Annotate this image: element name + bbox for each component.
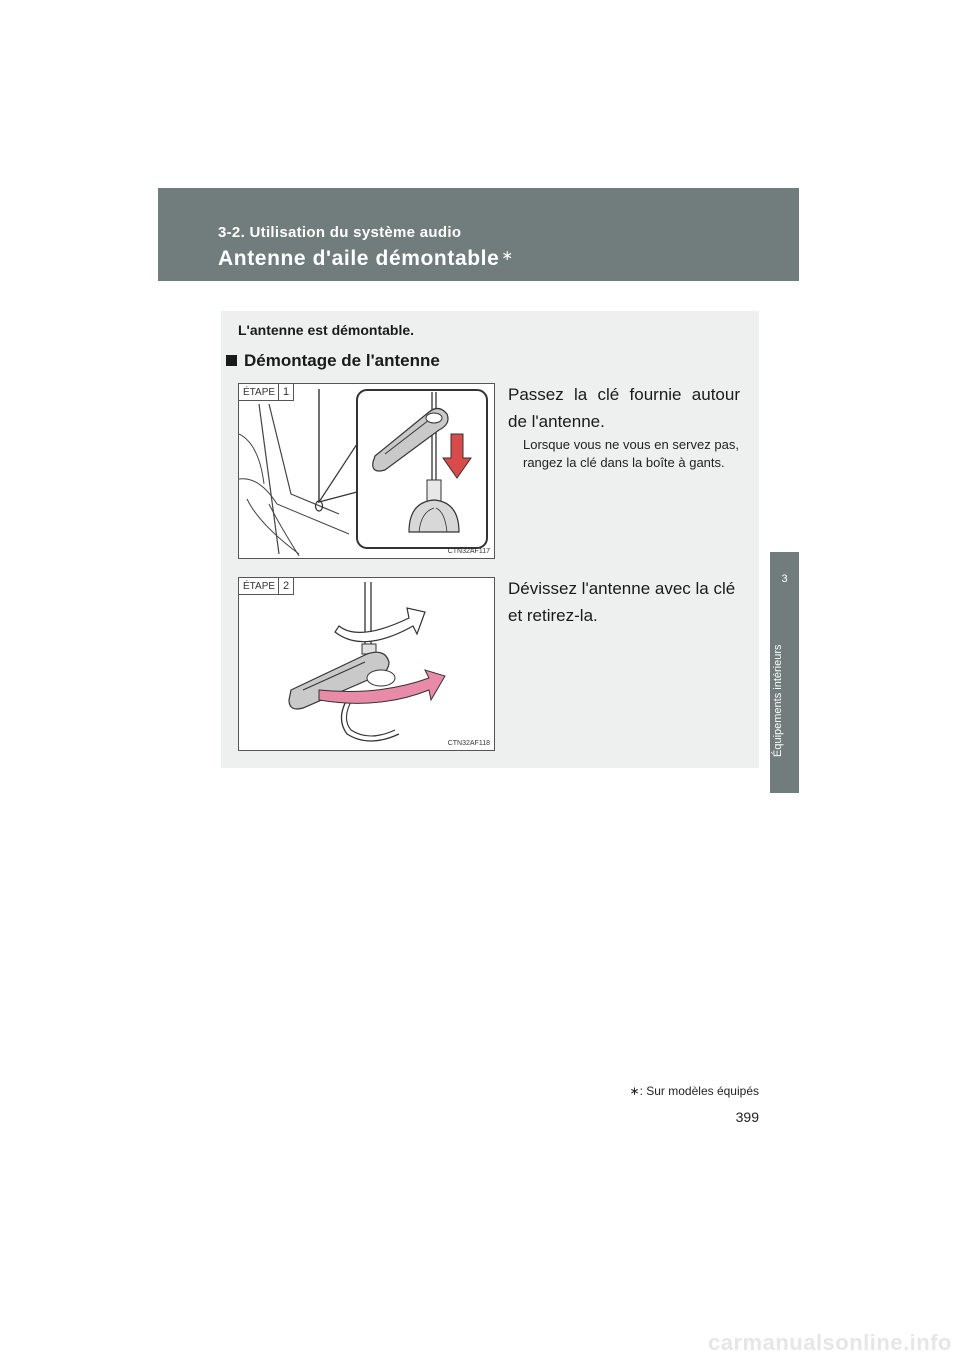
chapter-title: Équipements intérieurs — [772, 644, 784, 758]
step-2-badge-label: ÉTAPE — [243, 581, 276, 592]
section-header — [158, 188, 799, 281]
step-1-text: Passez la clé fournie autour de l'antenne. — [508, 385, 740, 431]
step-2-text: Dévissez l'antenne avec la clé et retirez-la. — [508, 579, 736, 625]
step-1-badge-number: 1 — [278, 384, 289, 400]
antenna-wrench-illustration — [239, 384, 494, 558]
step-2-badge — [239, 578, 294, 595]
unscrew-antenna-illustration — [239, 578, 494, 750]
step-1-note: Lorsque vous ne vous en servez pas, rangez la clé dans la boîte à gants. — [523, 437, 739, 470]
chapter-number: 3 — [781, 573, 788, 585]
page-title-text: Antenne d'aile démontable — [218, 247, 500, 270]
step-1-badge — [239, 384, 294, 401]
watermark — [0, 1330, 960, 1358]
step-2-figure — [238, 577, 495, 751]
page-number: 399 — [735, 1109, 759, 1125]
chapter-tab — [770, 552, 799, 793]
subheading — [226, 351, 440, 371]
figure-1-code: CTN32AF117 — [447, 548, 490, 555]
subheading-text: Démontage de l'antenne — [244, 351, 440, 370]
step-1-badge-label: ÉTAPE — [243, 387, 276, 398]
square-bullet-icon — [226, 355, 237, 366]
step-1-figure — [238, 383, 495, 559]
step-2-badge-number: 2 — [278, 578, 289, 594]
page-title — [218, 247, 514, 271]
asterisk-marker: ∗ — [501, 247, 514, 263]
content-panel — [221, 311, 759, 768]
intro-text: L'antenne est démontable. — [238, 322, 415, 338]
section-label: 3-2. Utilisation du système audio — [218, 224, 462, 241]
footnote: ∗: Sur modèles équipés — [629, 1084, 759, 1098]
figure-2-code: CTN32AF118 — [447, 740, 490, 747]
watermark-text: carmanualsonline.info — [708, 1330, 952, 1355]
